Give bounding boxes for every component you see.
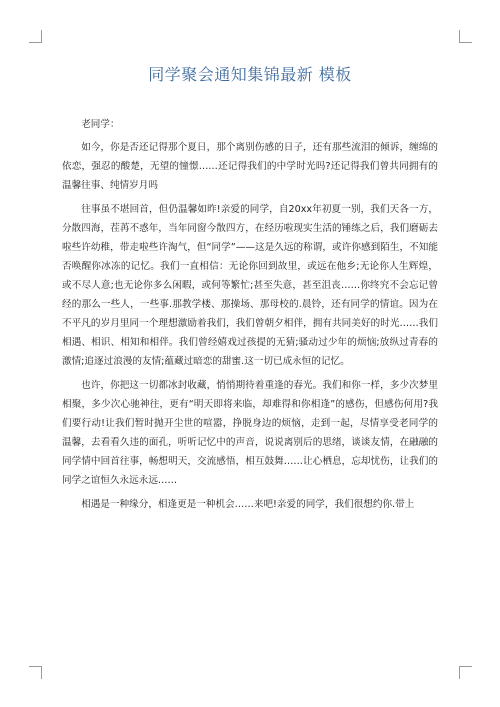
paragraph-1: 如今，你是否还记得那个夏日，那个离别伤感的日子，还有那些流泪的倾诉，缠绵的依恋，强忍的酸楚，无望的憧憬……还记得我们的中学时光吗?还记得我们曾共同拥有的温馨往事、纯情岁月吗 <box>62 142 438 191</box>
crop-mark-top-right <box>459 30 472 43</box>
paragraph-3: 也许，你把这一切都冰封收藏，悄悄期待着重逢的春光。我们和你一样，多少次梦里相聚，多少次心驰神往，更有“明天即将来临，却难得和你相逢”的感伤，但感伤何用?我们要行动!让我们暂时抛开尘世的喧嚣，挣脱身边的烦恼，走到一起，尽情享受老同学的温馨，去看看久违的面孔，听听记忆中的声音，说说离别后的思绪，谈谈友情，在融融的同学情中回首往事，畅想明天，交流感悟，相互鼓舞……让心栖息，忘却忧伤，让我们的同学之谊恒久永远永远…… <box>62 380 438 486</box>
document-body <box>62 115 438 519</box>
paragraph-4: 相遇是一种缘分，相逢更是一种机会……来吧!亲爱的同学，我们很想约你.带上 <box>81 499 415 510</box>
salutation: 老同学： <box>81 119 120 130</box>
document-title: 同学聚会通知集锦最新 模板 <box>148 65 352 84</box>
crop-mark-top-left <box>29 30 42 43</box>
paragraph-2: 往事虽不堪回首，但仍温馨如昨!亲爱的同学，自20xx年初夏一别，我们天各一方，分散四海，茬苒不惑年，当年同窗今散四方，在经历啦现实生活的锤练之后，我们磨砺去啦些许幼稚，带走啦些许淘气，但“同学”——这是久远的称谓，或许你感到陌生，不知能否唤醒你冰冻的记忆。我们一直相信：无论你回到故里，或远在他乡;无论你人生辉煌，或不尽人意;也无论你多么闲暇，或何等繁忙;甚至失意，甚至沮丧……你终究不会忘记曾经的那么一些人，一些事.那教学楼、那操场、那母校的.晨铃，还有同学的情谊。因为在不平凡的岁月里同一个理想激励着我们，我们曾朝夕相伴，拥有共同美好的时光……我们相遇、相识、相知和相伴。我们曾经嬉戏过孩提的无猜;骚动过少年的烦恼;放纵过青春的激情;追逐过浪漫的友情;蕴藏过暗恋的甜蜜.这一切已成永恒的记忆。 <box>62 204 438 367</box>
crop-mark-bottom-right <box>459 666 472 679</box>
crop-mark-bottom-left <box>29 666 42 679</box>
